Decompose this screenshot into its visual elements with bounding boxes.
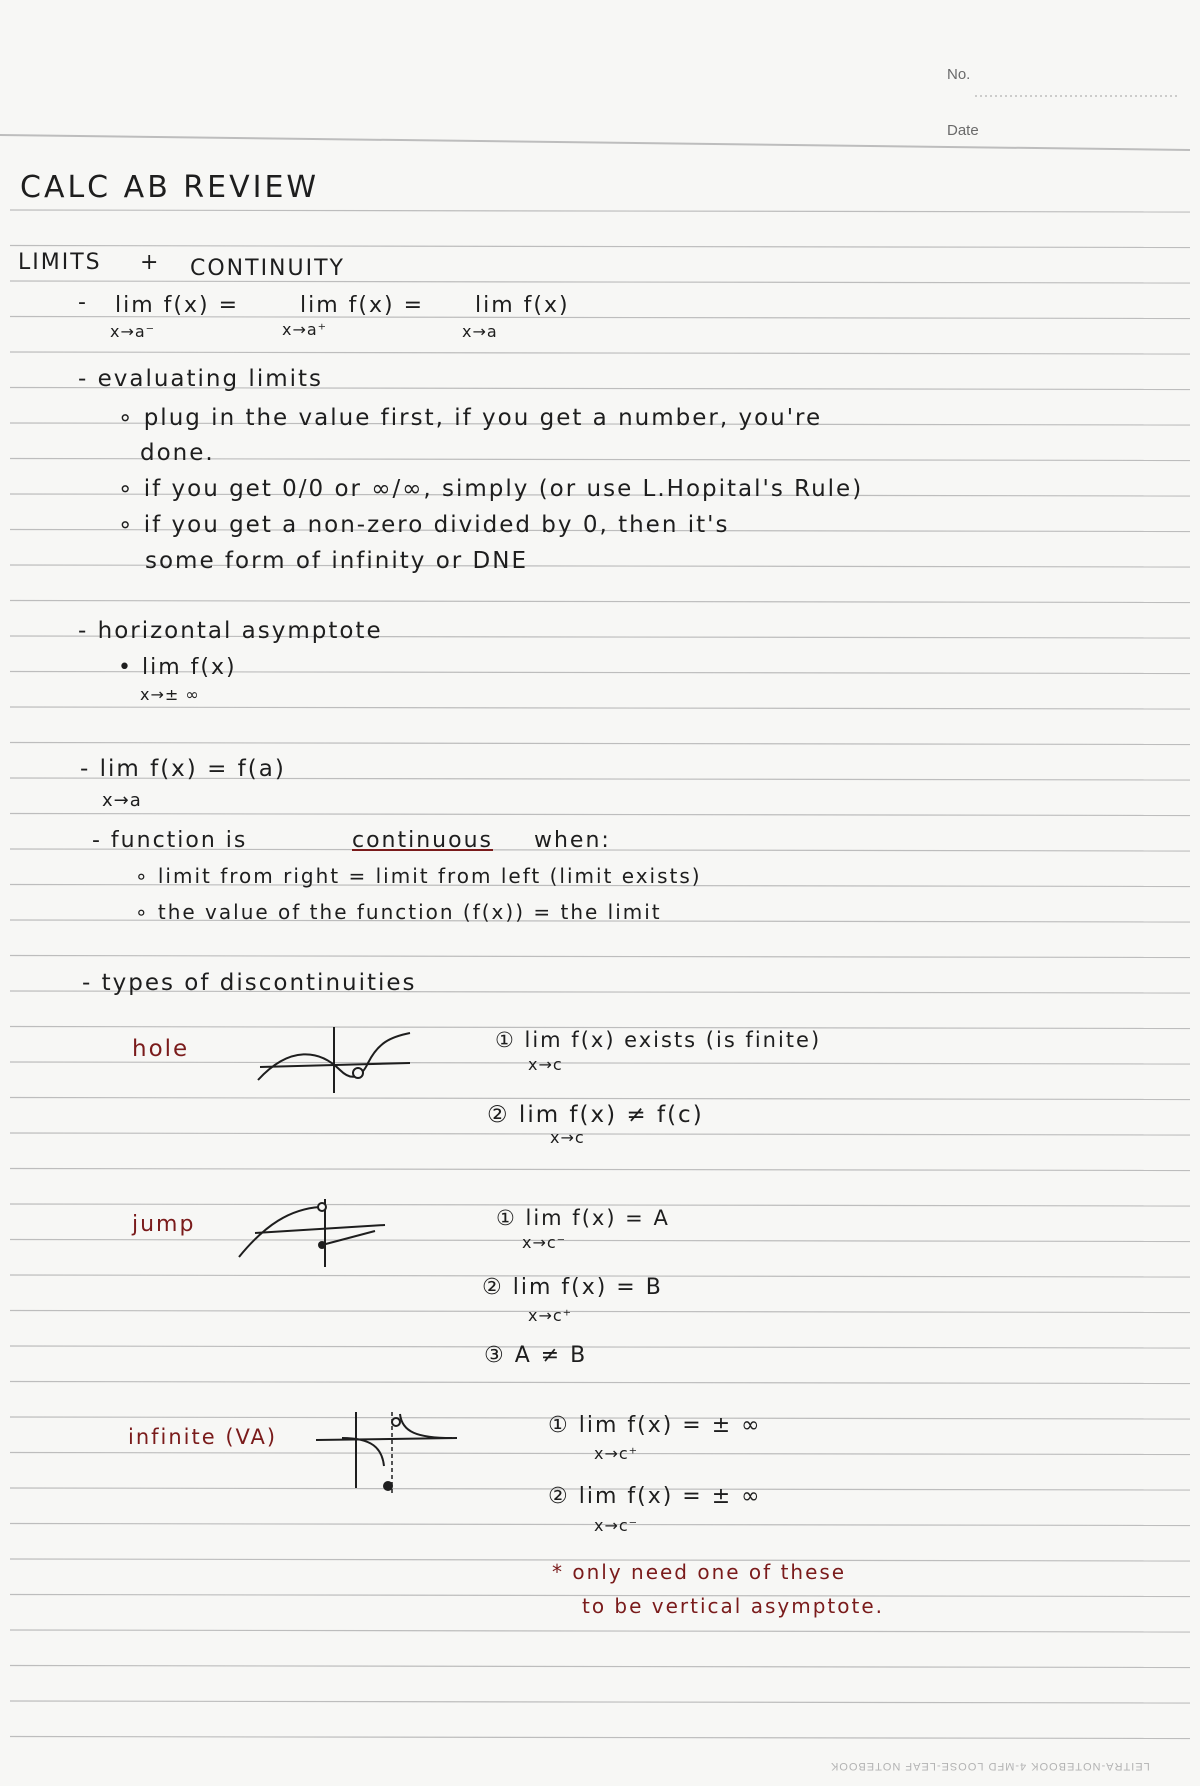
left-limit-expr: lim f(x) =	[115, 293, 240, 318]
infinite-graph-sketch	[312, 1408, 462, 1498]
horizontal-sub: x→± ∞	[140, 685, 200, 704]
ruled-line	[10, 814, 1190, 816]
continuous-heading-b: continuous	[352, 828, 493, 853]
infinite-label: infinite (VA)	[128, 1425, 278, 1449]
ruled-line	[10, 246, 1190, 248]
page-title: CALC AB REVIEW	[20, 170, 320, 205]
section-left: LIMITS	[18, 250, 102, 275]
ruled-line	[10, 1666, 1190, 1668]
continuous-heading-c: when:	[534, 828, 611, 853]
ruled-line	[10, 1737, 1190, 1739]
two-sided-limit-sub: x→a	[462, 322, 498, 341]
ruled-line	[10, 281, 1190, 283]
horizontal-expr: • lim f(x)	[118, 655, 237, 680]
jump-condition-1: ① lim f(x) = A	[496, 1206, 670, 1230]
ruled-line	[10, 1630, 1190, 1632]
hole-graph-sketch	[250, 1025, 420, 1095]
ruled-line	[10, 1133, 1190, 1135]
section-right: CONTINUITY	[190, 256, 345, 281]
vertical-asymptote-note: * only need one of these	[552, 1560, 847, 1584]
evaluating-bullet-3: ∘ if you get a non-zero divided by 0, then it's	[118, 512, 730, 538]
ruled-line	[10, 1701, 1190, 1703]
ruled-line	[10, 352, 1190, 354]
two-sided-limit-expr: lim f(x)	[475, 293, 570, 318]
ruled-line	[10, 1382, 1190, 1384]
evaluating-heading: - evaluating limits	[78, 366, 323, 392]
hole-label: hole	[132, 1036, 190, 1062]
ruled-line	[10, 956, 1190, 958]
ruled-line	[10, 1240, 1190, 1242]
continuous-heading-a: - function is	[92, 828, 248, 853]
right-limit-expr: lim f(x) =	[300, 293, 425, 318]
horizontal-heading: - horizontal asymptote	[78, 618, 383, 644]
hole-condition-2-sub: x→c	[550, 1128, 585, 1147]
infinite-condition-1-sub: x→c⁺	[594, 1444, 639, 1463]
evaluating-bullet-1-cont: done.	[140, 440, 215, 466]
section-plus: +	[140, 250, 161, 275]
jump-condition-1-sub: x→c⁻	[522, 1233, 567, 1252]
hole-condition-1-sub: x→c	[528, 1055, 563, 1074]
one-sided-dash: -	[78, 290, 88, 315]
ruled-line	[10, 601, 1190, 603]
evaluating-bullet-1: ∘ plug in the value first, if you get a number, you're	[118, 405, 823, 431]
ruled-line	[10, 1098, 1190, 1100]
right-limit-sub: x→a⁺	[282, 320, 328, 339]
evaluating-bullet-2: ∘ if you get 0/0 or ∞/∞, simply (or use L.Hopital's Rule)	[118, 476, 864, 502]
infinite-condition-2: ② lim f(x) = ± ∞	[548, 1484, 762, 1509]
ruled-line	[10, 1311, 1190, 1313]
infinite-condition-2-sub: x→c⁻	[594, 1516, 639, 1535]
continuity-definition-sub: x→a	[102, 790, 142, 811]
jump-label: jump	[132, 1212, 196, 1237]
jump-condition-2: ② lim f(x) = B	[482, 1275, 663, 1300]
jump-condition-2-sub: x→c⁺	[528, 1306, 573, 1325]
vertical-asymptote-note-cont: to be vertical asymptote.	[582, 1594, 884, 1618]
continuous-condition-1: ∘ limit from right = limit from left (limit exists)	[135, 864, 702, 888]
jump-graph-sketch	[235, 1195, 395, 1270]
infinite-condition-1: ① lim f(x) = ± ∞	[548, 1413, 762, 1438]
ruled-line	[10, 743, 1190, 745]
ruled-line	[10, 1169, 1190, 1171]
hole-condition-1: ① lim f(x) exists (is finite)	[495, 1028, 822, 1052]
evaluating-bullet-3-cont: some form of infinity or DNE	[145, 548, 528, 574]
types-heading: - types of discontinuities	[82, 970, 417, 996]
ruled-line	[0, 135, 1190, 150]
continuity-definition: - lim f(x) = f(a)	[80, 756, 286, 782]
ruled-line	[10, 1346, 1190, 1348]
hole-condition-2: ② lim f(x) ≠ f(c)	[487, 1102, 704, 1128]
date-label: Date	[947, 122, 979, 139]
jump-condition-3: ③ A ≠ B	[484, 1343, 588, 1368]
ruled-line	[10, 1062, 1190, 1064]
left-limit-sub: x→a⁻	[110, 322, 156, 341]
continuous-condition-2: ∘ the value of the function (f(x)) = the limit	[135, 900, 662, 924]
ruled-line	[10, 707, 1190, 709]
notebook-footer-imprint: LEITRA-NOTEBOOK 4-MFD LOOSE-LEAF NOTEBOOK	[830, 1760, 1150, 1772]
ruled-line	[10, 210, 1190, 212]
number-label: No.	[947, 66, 971, 83]
